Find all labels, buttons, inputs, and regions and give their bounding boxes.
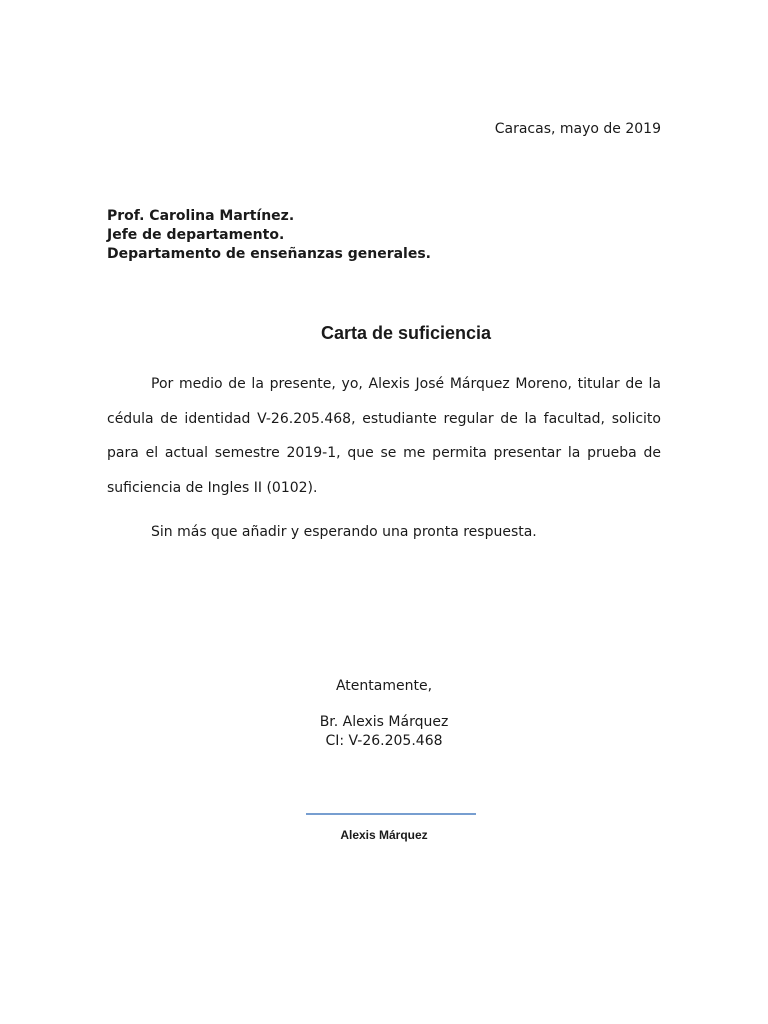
- farewell: Atentamente,: [335, 678, 433, 694]
- signature-label: Alexis Márquez: [340, 828, 428, 842]
- recipient-name: Prof. Carolina Martínez.: [107, 208, 295, 224]
- recipient-department: Departamento de enseñanzas generales.: [107, 246, 432, 262]
- place-date: Caracas, mayo de 2019: [494, 121, 661, 137]
- signer-block: [0, 713, 768, 751]
- letter-title: Carta de suficiencia: [320, 323, 492, 343]
- signature-line: [306, 813, 476, 815]
- letter-body: Por medio de la presente, yo, Alexis José Márquez Moreno, titular de la cédula de identidad V-26.205.468, estudiante regular de la facultad, solicito para el actual semestre 2019-1, que se me permita presentar la prueba de suficiencia de Ingles II (0102).: [107, 376, 661, 496]
- recipient-block: [107, 207, 431, 264]
- closing-sentence: Sin más que añadir y esperando una pronta respuesta.: [151, 524, 537, 540]
- signer-id: CI: V-26.205.468: [325, 733, 443, 749]
- signer-name: Br. Alexis Márquez: [319, 714, 449, 730]
- recipient-position: Jefe de departamento.: [107, 227, 285, 243]
